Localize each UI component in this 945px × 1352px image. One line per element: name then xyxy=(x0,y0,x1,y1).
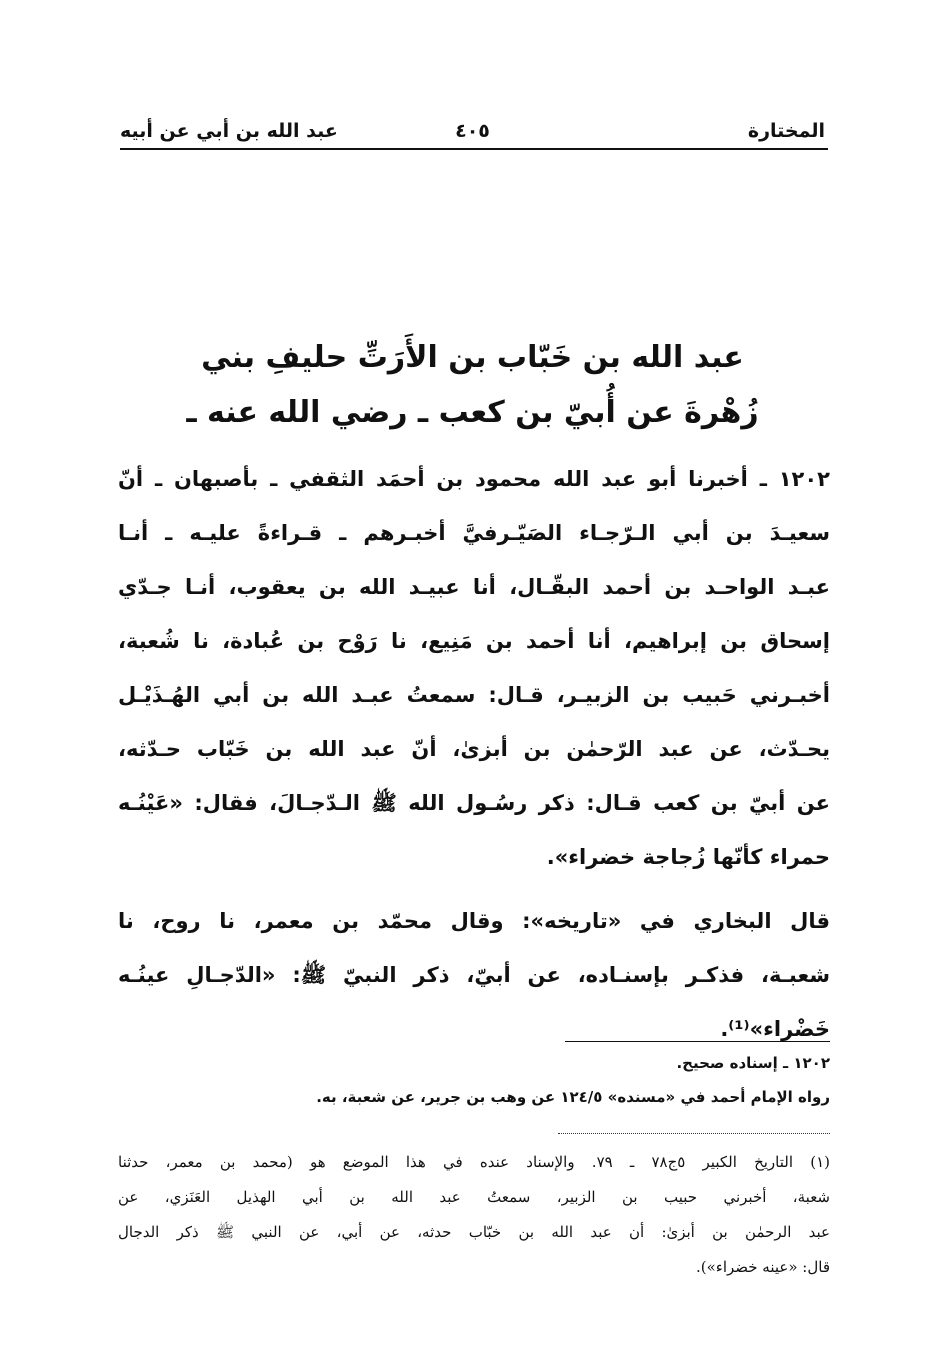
bukhari-line: شعبـة، فذكـر بإسنـاده، عن أبيّ، ذكر النبيّ ﷺ: «الدّجـالِ عينُـه xyxy=(118,963,830,987)
hadith-line: أخبـرني حَبيب بن الزبيـر، قـال: سمعتُ عبـد الله بن أبي الهُـذَيْـل xyxy=(118,683,830,707)
chapter-title-line-1: عبد الله بن خَبّاب بن الأَرَتِّ حليفِ بني xyxy=(201,340,744,375)
main-text xyxy=(118,452,830,1056)
hadith-paragraph xyxy=(118,452,830,884)
takhrij-divider xyxy=(565,1041,830,1042)
section-title-header: عبد الله بن أبي عن أبيه xyxy=(120,120,338,142)
hadith-line: إسحاق بن إبراهيم، أنا أحمد بن مَنِيع، نا رَوْح بن عُبادة، نا شُعبة، xyxy=(118,629,830,653)
book-title-header: المختارة xyxy=(747,120,825,142)
bukhari-line: خَضْراء»⁽¹⁾. xyxy=(720,1017,830,1041)
paragraph-gap xyxy=(118,884,830,894)
hadith-line: يحـدّث، عن عبد الرّحمٰن بن أبزىٰ، أنّ عبد الله بن خَبّاب حـدّثه، xyxy=(118,737,830,761)
takhrij-notes xyxy=(118,1046,830,1114)
hadith-line: حمراء كأنّها زُجاجة خضراء». xyxy=(546,845,830,869)
takhrij-line-1: ١٢٠٢ ـ إسناده صحيح. xyxy=(676,1054,830,1072)
hadith-line: سعيـدَ بن أبي الـرّجـاء الصَيّـرفيَّ أخبـرهم ـ قـراءةً عليـه ـ أنـا xyxy=(118,521,830,545)
footnote-line: قال: «عينه خضراء»). xyxy=(695,1258,830,1276)
chapter-title-line-2: زُهْرةَ عن أُبيّ بن كعب ـ رضي الله عنه ـ xyxy=(186,395,759,430)
hadith-line: ١٢٠٢ ـ أخبرنا أبو عبد الله محمود بن أحمَد الثقفي ـ بأصبهان ـ أنّ xyxy=(118,467,830,491)
page-number: ٤٠٥ xyxy=(455,120,490,142)
hadith-line: عن أبيّ بن كعب قـال: ذكر رسُـول الله ﷺ الـدّجـالَ، فقال: «عَيْنُـه xyxy=(118,791,830,815)
footnote-line: عبد الرحمٰن بن أبزىٰ: أن عبد الله بن خبّاب حدثه، عن أبي، عن النبي ﷺ ذكر الدجال xyxy=(118,1223,830,1241)
hadith-line: عبـد الواحـد بن أحمد البقّـال، أنا عبيـد الله بن يعقوب، أنـا جـدّي xyxy=(118,575,830,599)
chapter-title xyxy=(150,330,795,440)
header-divider xyxy=(120,148,828,150)
footnotes xyxy=(118,1145,830,1285)
bukhari-line: قال البخاري في «تاريخه»: وقال محمّد بن معمر، نا روح، نا xyxy=(118,909,830,933)
footnote-divider xyxy=(558,1133,830,1134)
takhrij-line-2: رواه الإمام أحمد في «مسنده» ١٢٤/٥ عن وهب بن جرير، عن شعبة، به. xyxy=(316,1088,830,1106)
footnote-line: (١) التاريخ الكبير ٥ج٧٨ ـ ٧٩. والإسناد عنده في هذا الموضع هو (محمد بن معمر، حدثنا xyxy=(118,1153,830,1171)
bukhari-paragraph xyxy=(118,894,830,1056)
footnote-line: شعبة، أخبرني حبيب بن الزبير، سمعتُ عبد الله بن أبي الهذيل العَنَزي، عن xyxy=(118,1188,830,1206)
running-header xyxy=(120,118,825,152)
